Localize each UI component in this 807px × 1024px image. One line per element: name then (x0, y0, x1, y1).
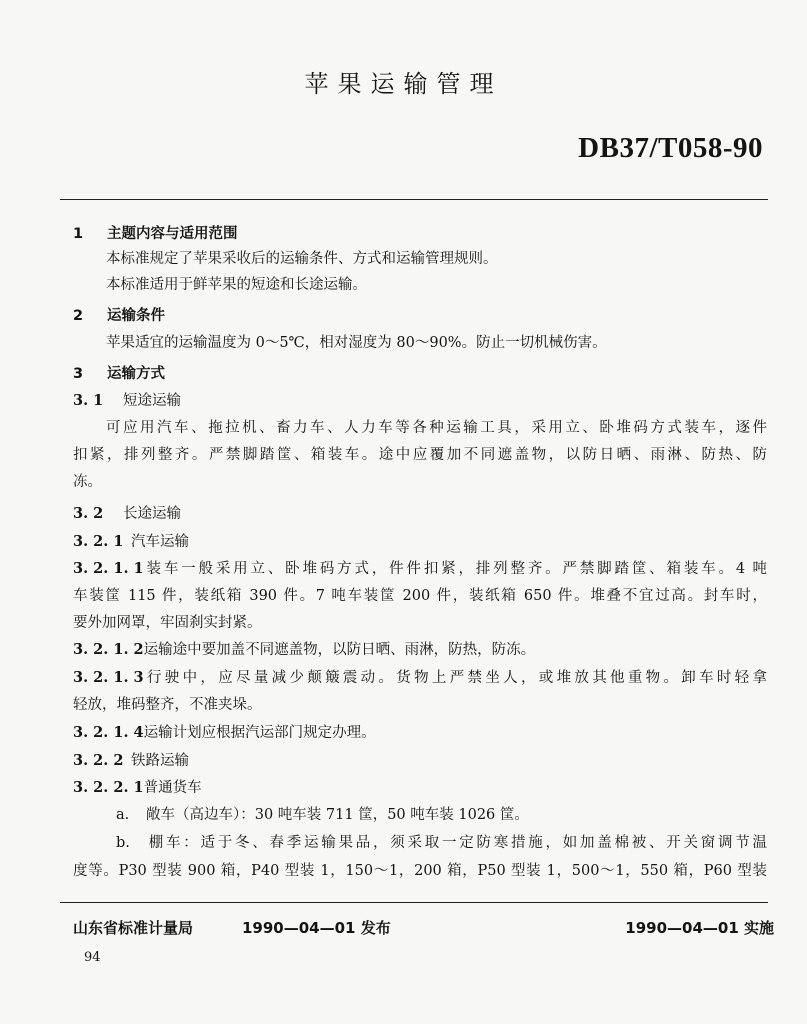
header-rule (60, 199, 768, 200)
subsection-3-2-2-heading (73, 749, 189, 770)
paragraph: 要外加网罩，牢固刹实封紧。 (73, 615, 262, 631)
clause-text: 装车一般采用立、卧堆码方式，件件扣紧，排列整齐。严禁脚踏筐、箱装车。4 吨 (143, 561, 767, 577)
list-item-b (116, 831, 767, 852)
clause-3-2-1-2 (73, 638, 535, 659)
standard-code: DB37/T058-90 (578, 132, 763, 164)
paragraph: 可应用汽车、拖拉机、畜力车、人力车等各种运输工具，采用立、卧堆码方式装车，逐件 (106, 420, 767, 436)
section-1-heading (73, 222, 238, 243)
paragraph: 苹果适宜的运输温度为 0～5℃，相对湿度为 80～90%。防止一切机械伤害。 (106, 335, 607, 351)
document-title: 苹果运输管理 (304, 70, 503, 98)
effective-date: 1990—04—01 实施 (625, 919, 774, 937)
section-number: 1 (73, 226, 84, 242)
clause-number: 3. 2. 1. 3 (73, 669, 144, 686)
section-title: 铁路运输 (131, 753, 189, 769)
section-title: 汽车运输 (131, 534, 189, 550)
section-title: 长途运输 (123, 506, 181, 522)
subsection-3-1-heading (73, 389, 181, 410)
section-3-heading (73, 362, 165, 383)
section-title: 主题内容与适用范围 (107, 226, 238, 242)
paragraph: 本标准规定了苹果采收后的运输条件、方式和运输管理规则。 (106, 251, 498, 267)
section-number: 3. 2. 2 (73, 752, 124, 769)
list-text: 棚车：适于冬、春季运输果品，须采取一定防寒措施，如加盖棉被、开关窗调节温 (146, 835, 767, 851)
section-title: 运输方式 (107, 366, 165, 382)
subsection-3-2-1-heading (73, 530, 189, 551)
footer-rule (60, 902, 768, 903)
list-label: b. (116, 835, 130, 851)
subsection-3-2-heading (73, 502, 181, 523)
clause-3-2-2-1 (73, 776, 202, 797)
paragraph: 车装筐 115 件，装纸箱 390 件。7 吨车装筐 200 件，装纸箱 650 件。堆叠不宜过高。封车时， (73, 588, 767, 604)
clause-text: 运输途中要加盖不同遮盖物，以防日晒、雨淋，防热，防冻。 (143, 642, 536, 658)
paragraph: 度等。P30 型装 900 箱，P40 型装 1，150～1，200 箱，P50 型装 1，500～1，550 箱，P60 型装 (73, 863, 767, 879)
paragraph: 本标准适用于鲜苹果的短途和长途运输。 (106, 277, 367, 293)
section-title: 运输条件 (107, 308, 165, 324)
clause-text: 运输计划应根据汽运部门规定办理。 (143, 725, 376, 741)
clause-text: 行驶中，应尽量减少颠簸震动。货物上严禁坐人，或堆放其他重物。卸车时轻拿 (143, 670, 767, 686)
paragraph: 扣紧，排列整齐。严禁脚踏筐、箱装车。途中应覆加不同遮盖物，以防日晒、雨淋、防热、防 (73, 447, 767, 463)
issuer: 山东省标准计量局 (73, 919, 194, 937)
list-item-a (116, 803, 529, 824)
section-title: 短途运输 (123, 393, 181, 409)
section-number: 3 (73, 366, 84, 382)
clause-text: 普通货车 (143, 780, 202, 796)
clause-number: 3. 2. 1. 4 (73, 724, 144, 741)
clause-number: 3. 2. 1. 1 (73, 560, 144, 577)
list-label: a. (116, 807, 130, 823)
clause-3-2-1-4 (73, 721, 376, 742)
paragraph: 轻放，堆码整齐，不准夹垛。 (73, 697, 262, 713)
page-number: 94 (84, 950, 101, 965)
clause-3-2-1-1 (73, 557, 767, 578)
section-number: 3. 2 (73, 505, 104, 522)
section-number: 2 (73, 308, 84, 324)
clause-number: 3. 2. 1. 2 (73, 641, 144, 658)
clause-3-2-1-3 (73, 666, 767, 687)
section-number: 3. 2. 1 (73, 533, 124, 550)
section-number: 3. 1 (73, 392, 104, 409)
list-text: 敞车（高边车）：30 吨车装 711 筐，50 吨车装 1026 筐。 (146, 807, 529, 823)
issue-date: 1990—04—01 发布 (242, 919, 391, 937)
section-2-heading (73, 304, 165, 325)
clause-number: 3. 2. 2. 1 (73, 779, 144, 796)
paragraph: 冻。 (73, 474, 102, 490)
